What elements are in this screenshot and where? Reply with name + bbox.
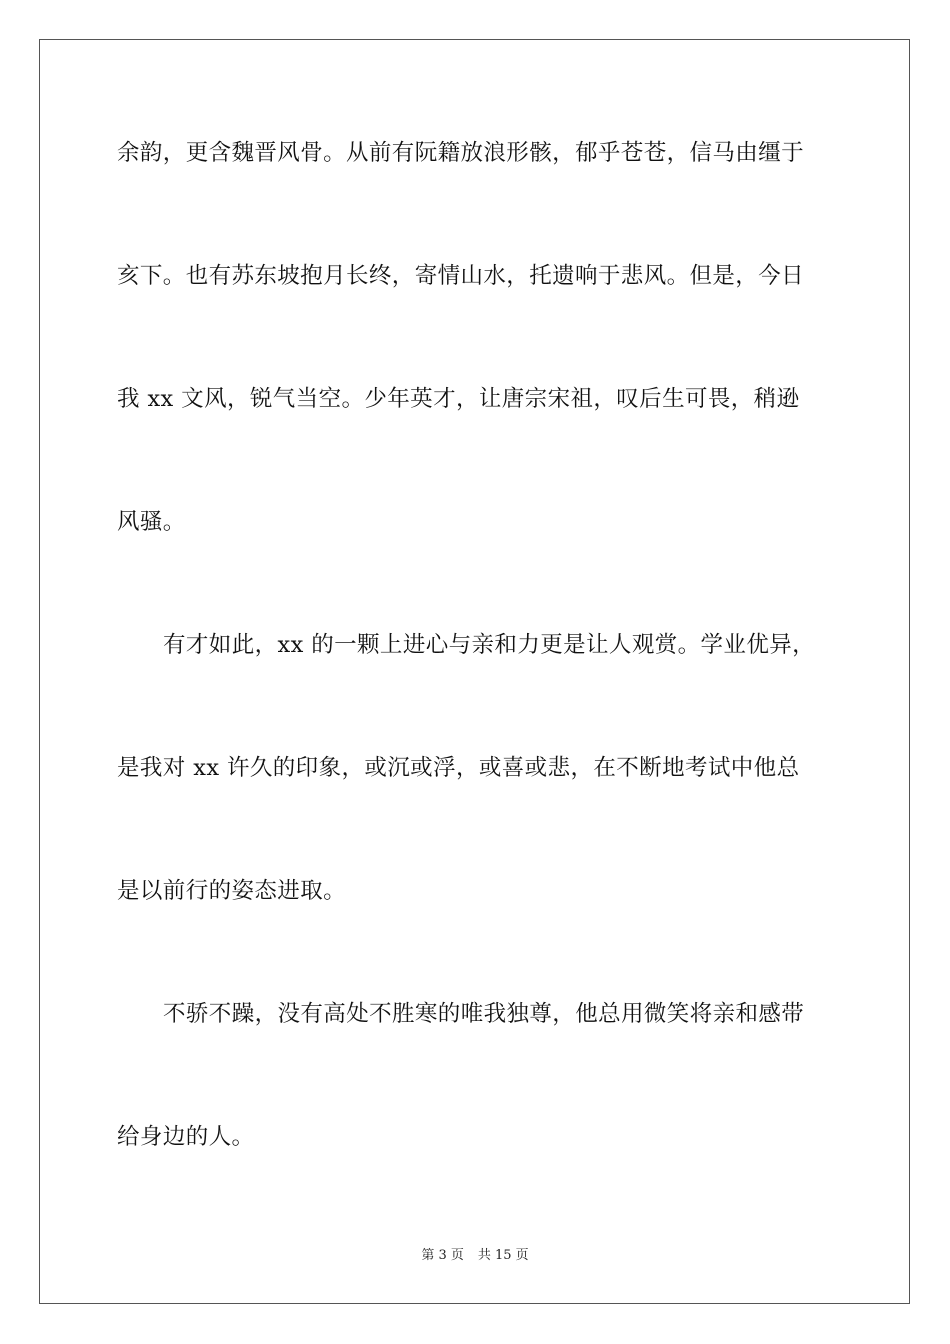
text-line: 风骚。 <box>117 509 186 535</box>
text-line: 是我对 xx 许久的印象，或沉或浮，或喜或悲，在不断地考试中他总 <box>117 755 800 781</box>
page-total: 共 15 页 <box>477 1248 529 1263</box>
text-line: 余韵，更含魏晋风骨。从前有阮籍放浪形骸，郁乎苍苍，信马由缰于 <box>117 140 805 166</box>
text-line: 有才如此，xx 的一颗上进心与亲和力更是让人观赏。学业优异， <box>163 632 816 658</box>
text-line: 给身边的人。 <box>117 1124 255 1150</box>
page-number: 第 3 页 <box>421 1248 464 1263</box>
text-line: 我 xx 文风，锐气当空。少年英才，让唐宗宋祖，叹后生可畏，稍逊 <box>117 386 800 412</box>
text-line: 不骄不躁，没有高处不胜寒的唯我独尊，他总用微笑将亲和感带 <box>163 1001 805 1027</box>
text-line: 亥下。也有苏东坡抱月长终，寄情山水，托遗响于悲风。但是，今日 <box>117 263 805 289</box>
page-footer <box>0 1247 950 1265</box>
text-line: 是以前行的姿态进取。 <box>117 878 347 904</box>
page-border <box>39 39 910 1304</box>
